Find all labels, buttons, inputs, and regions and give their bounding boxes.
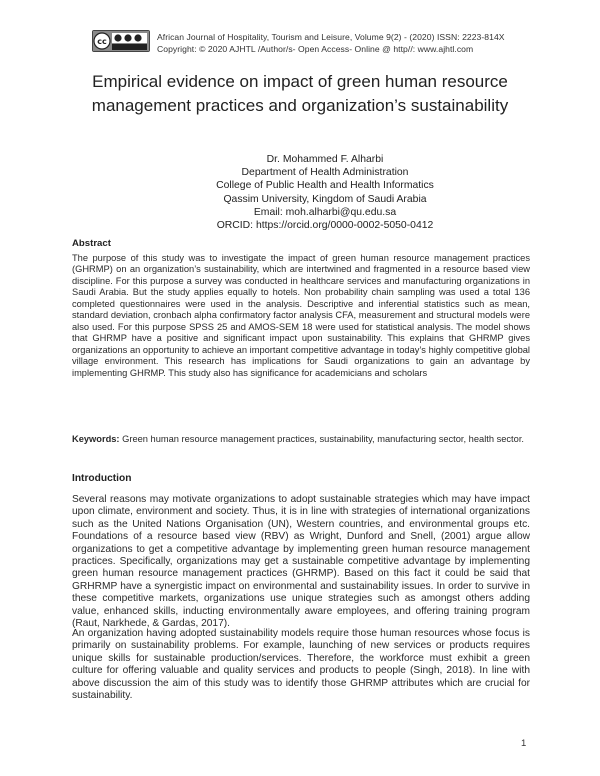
keywords-label: Keywords:	[72, 434, 120, 444]
keywords	[72, 434, 530, 445]
author-block	[150, 153, 500, 232]
journal-header	[157, 31, 577, 55]
introduction-heading: Introduction	[72, 473, 132, 484]
author-department: Department of Health Administration	[241, 167, 409, 179]
author-email: Email: moh.alharbi@qu.edu.sa	[253, 206, 397, 218]
abstract-heading: Abstract	[72, 238, 111, 249]
svg-text:cc: cc	[97, 37, 107, 46]
abstract-text: The purpose of this study was to investigate the impact of green human resource management practices (GHRMP) on an organization’s sustainability, which are intertwined and fragmented in a resource based view discipline. For this purpose a survey was conducted in healthcare services and manufacturing organizations in Saudi Arabia. But the study applies equally to hotels. Non probability chain sampling was used a total 136 completed questionnaires were used in the analysis. Descriptive and inferential statistics such as mean, standard deviation, cronbach alpha confirmatory factor analysis CFA, measurement and structural models were also used. For this purpose SPSS 25 and AMOS-SEM 18 were used for statistical analysis. The model shows that GHRMP have a positive and significant impact upon sustainability. This explains that GHRMP gives organizations an opportunity to achieve an important competitive advantage in today’s highly competitive global village environment. This research has implications for Saudi organizations to gain an advantage by implementing GHRMP. This study also has significance for academicians and scholars	[72, 253, 530, 378]
author-college: College of Public Health and Health Informatics	[216, 180, 434, 192]
keywords-text: Green human resource management practices, sustainability, manufacturing sector, health sector.	[119, 434, 524, 444]
author-university: Qassim University, Kingdom of Saudi Arabia	[223, 193, 427, 205]
journal-info-line: African Journal of Hospitality, Tourism and Leisure, Volume 9(2) - (2020) ISSN: 2223-814X	[157, 32, 505, 42]
introduction-paragraph-1: Several reasons may motivate organizations to adopt sustainable strategies which may have impact upon climate, environment and society. Thus, it is in line with strategies of international organizations such as the United Nations Organisation (UN), Western countries, and environmental groups etc. Foundations of a resource based view (RBV) as Wright, Dunford and Snell, (2001) argue allow organizations to get a competitive advantage by implementing green human resource management practices. Specifically, organizations may get a sustainable competitive advantage by implementing green human resource management practices (GHRMP). Based on this fact it could be said that GRHRMP have a synergistic impact on environmental and sustainability issues. In order to survive in these competitive markets, organizations use unique strategies such as amongst others adding value, enhanced skills, inducting environmentally aware employees, and offering training program (Raut, Narkhede, & Gardas, 2017).	[72, 494, 530, 630]
page-number: 1	[521, 738, 527, 749]
introduction-paragraph-2: An organization having adopted sustainability models require those human resources whose focus is primarily on sustainability problems. For example, launching of new services or products requires unique skills for sustainable production/services. Therefore, the workforce must exhibit a green culture for offering valuable and quality services and products to people (Singh, 2018). In line with above discussion the aim of this study was to identify those GHRMP attributes which are crucial for sustainability.	[72, 628, 530, 702]
cc-by-nc-nd-icon	[92, 30, 150, 52]
author-name: Dr. Mohammed F. Alharbi	[266, 154, 384, 165]
copyright-line: Copyright: © 2020 AJHTL /Author/s- Open Access- Online @ http//: www.ajhtl.com	[157, 44, 474, 54]
author-orcid: ORCID: https://orcid.org/0000-0002-5050-0412	[216, 220, 434, 232]
paper-title: Empirical evidence on impact of green human resource management practices and organization’s sustainability	[91, 72, 509, 115]
